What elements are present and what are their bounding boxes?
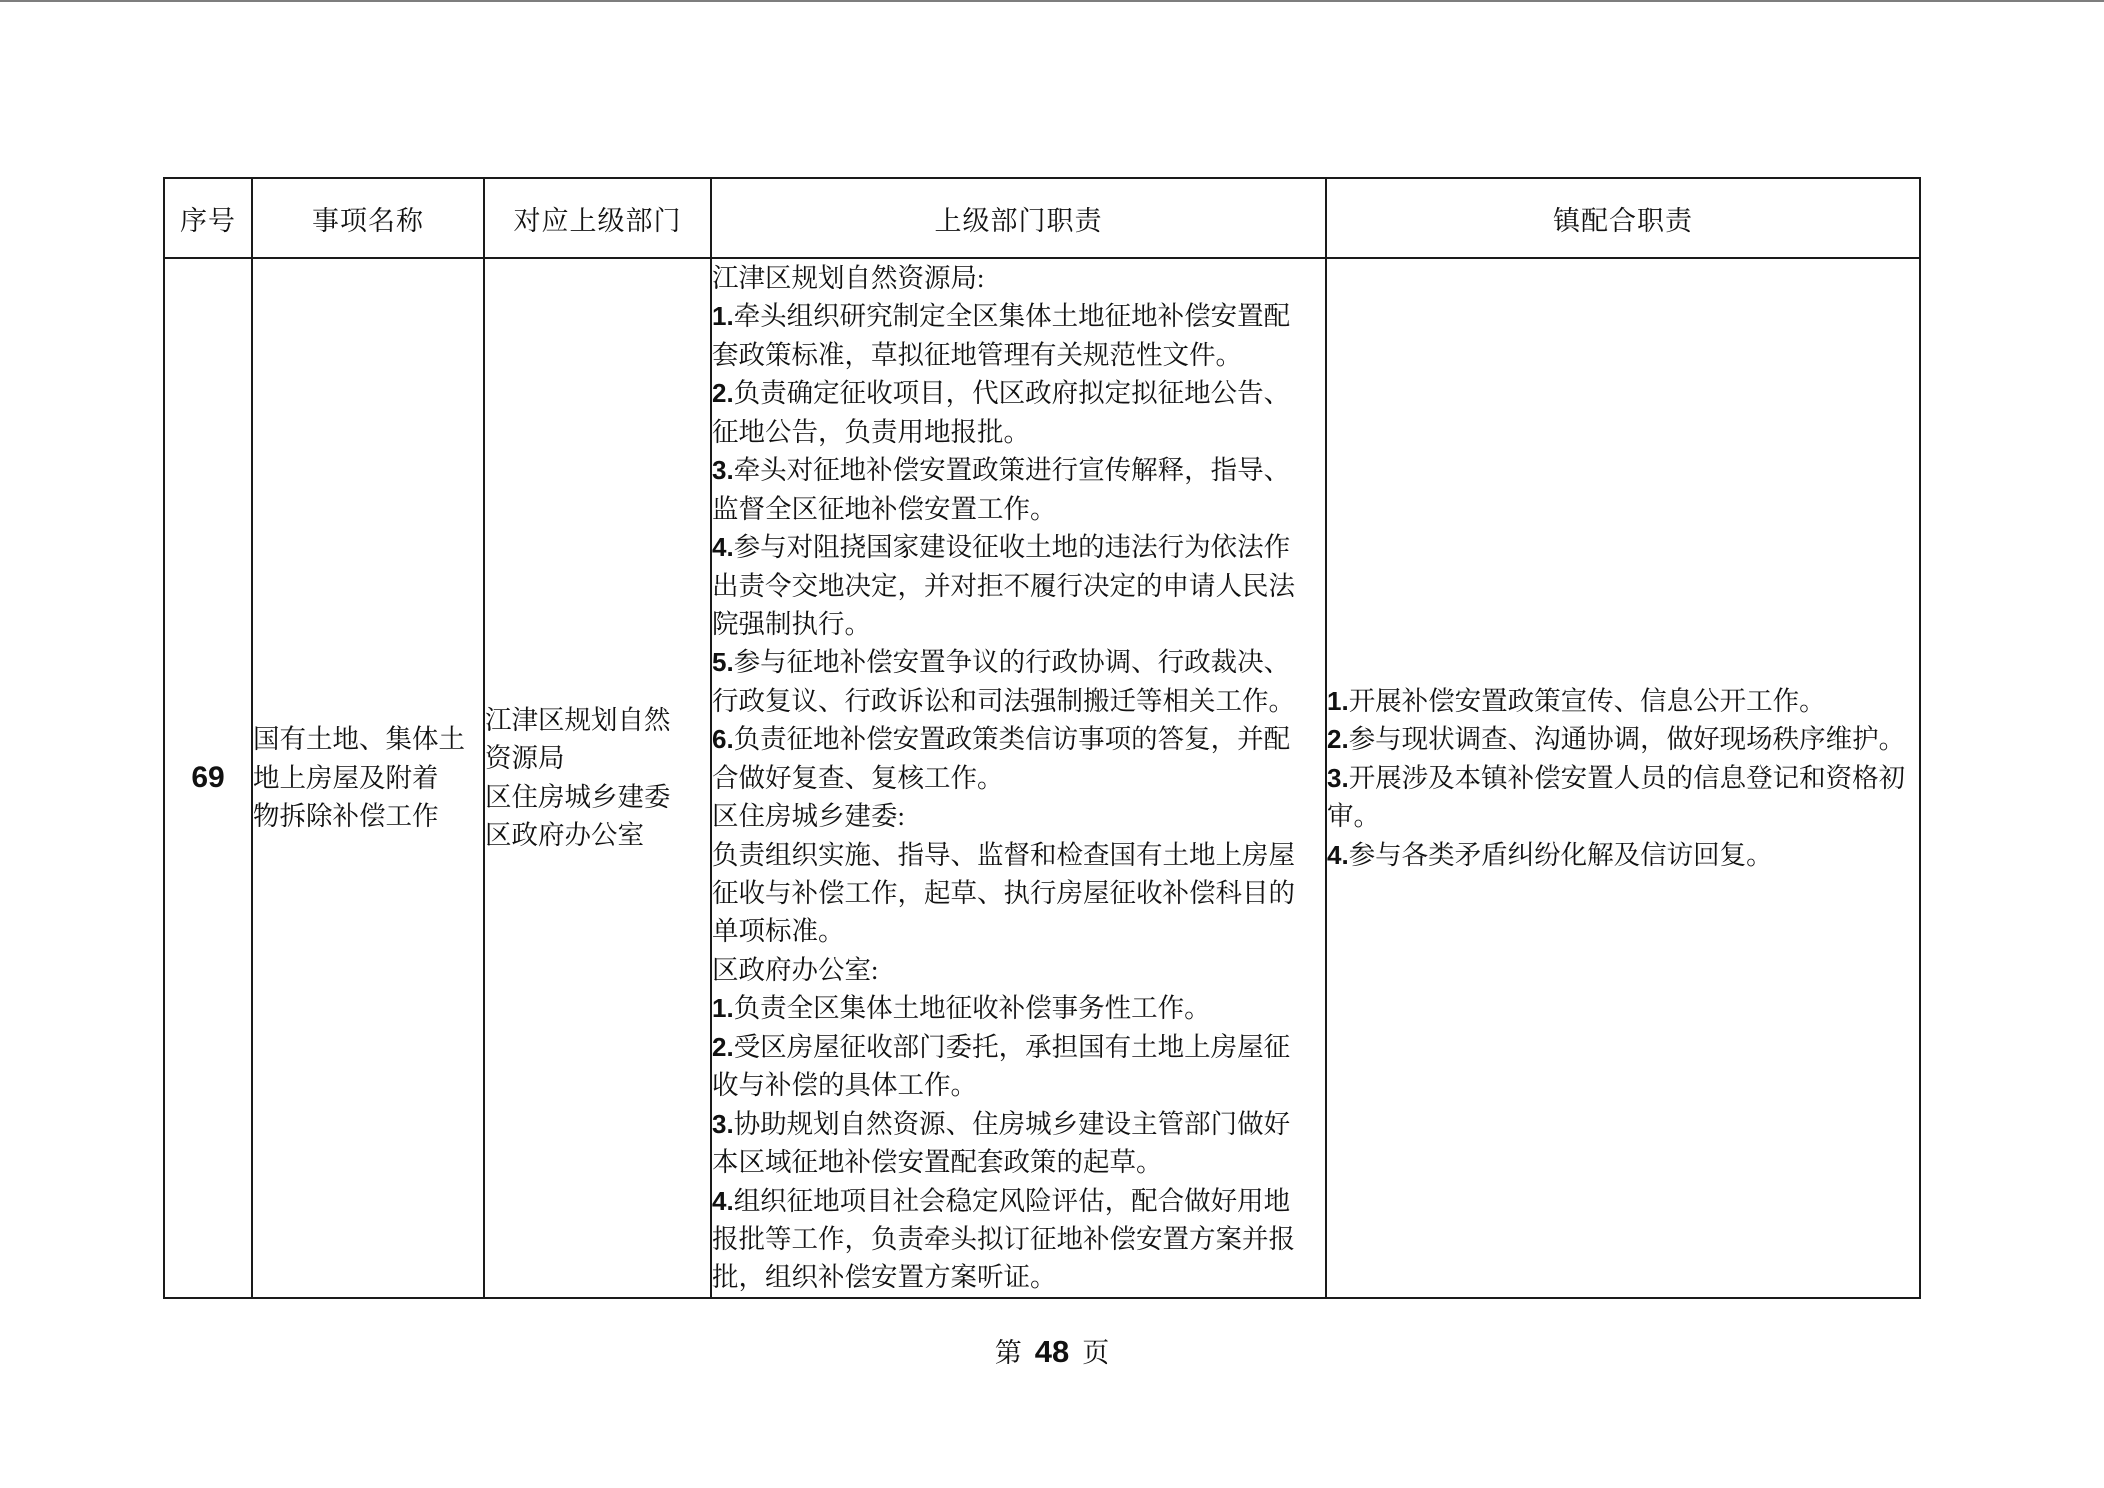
text-line: 6.负责征地补偿安置政策类信访事项的答复，并配 xyxy=(712,724,1291,755)
text-line: 本区域征地补偿安置配套政策的起草。 xyxy=(712,1147,1163,1178)
header-serial: 序号 xyxy=(164,178,252,258)
text-line: 报批等工作，负责牵头拟订征地补偿安置方案并报 xyxy=(712,1223,1295,1254)
text-line: 2.参与现状调查、沟通协调，做好现场秩序维护。 xyxy=(1327,724,1906,755)
text-line: 征收与补偿工作，起草、执行房屋征收补偿科目的 xyxy=(712,878,1295,908)
list-number: 2. xyxy=(1327,724,1349,755)
text-line: 1.开展补偿安置政策宣传、信息公开工作。 xyxy=(1327,685,1826,716)
page-number: 48 xyxy=(1034,1334,1070,1369)
list-number: 1. xyxy=(1327,685,1349,716)
list-number: 2. xyxy=(712,1031,734,1062)
text-line: 区政府办公室 xyxy=(485,820,644,851)
text-line: 1.负责全区集体土地征收补偿事务性工作。 xyxy=(712,993,1211,1024)
responsibility-table xyxy=(163,177,1921,1299)
text-line: 套政策标准，草拟征地管理有关规范性文件。 xyxy=(712,339,1242,370)
list-number: 1. xyxy=(712,301,734,332)
text-line: 江津区规划自然资源局: xyxy=(712,263,985,293)
text-line: 单项标准。 xyxy=(712,916,845,947)
list-number: 1. xyxy=(712,993,734,1024)
cell-superior-duties xyxy=(711,258,1326,1298)
list-number: 3. xyxy=(1327,762,1349,793)
header-superior-duties: 上级部门职责 xyxy=(711,178,1326,258)
text-line: 区住房城乡建委: xyxy=(712,801,905,832)
text-line: 3.牵头对征地补偿安置政策进行宣传解释，指导、 xyxy=(712,455,1291,486)
text-line: 征地公告，负责用地报批。 xyxy=(712,416,1030,447)
footer-suffix: 页 xyxy=(1082,1338,1110,1368)
cell-superior-departments xyxy=(484,258,711,1298)
list-number: 4. xyxy=(712,1185,734,1216)
text-line: 2.受区房屋征收部门委托，承担国有土地上房屋征 xyxy=(712,1031,1291,1062)
text-line: 区政府办公室: xyxy=(712,954,879,985)
cell-serial xyxy=(164,258,252,1298)
text-line: 国有土地、集体土 xyxy=(253,724,465,755)
text-line: 收与补偿的具体工作。 xyxy=(712,1070,977,1101)
list-number: 4. xyxy=(712,532,734,563)
text-line: 4.参与对阻挠国家建设征收土地的违法行为依法作 xyxy=(712,532,1291,563)
cell-item-name xyxy=(252,258,484,1298)
header-town-duties: 镇配合职责 xyxy=(1326,178,1920,258)
table-header-row xyxy=(164,178,1920,258)
text-line: 审。 xyxy=(1327,801,1380,832)
text-line: 合做好复查、复核工作。 xyxy=(712,762,1004,793)
text-line: 出责令交地决定，并对拒不履行决定的申请人民法 xyxy=(712,570,1295,601)
list-number: 2. xyxy=(712,378,734,409)
text-line: 地上房屋及附着 xyxy=(253,762,439,793)
text-line: 资源局 xyxy=(485,743,565,774)
list-number: 3. xyxy=(712,455,734,486)
text-line: 3.协助规划自然资源、住房城乡建设主管部门做好 xyxy=(712,1108,1291,1139)
text-line: 4.参与各类矛盾纠纷化解及信访回复。 xyxy=(1327,839,1773,870)
text-line: 区住房城乡建委 xyxy=(485,781,671,812)
list-number: 3. xyxy=(712,1108,734,1139)
text-line: 监督全区征地补偿安置工作。 xyxy=(712,493,1057,524)
text-line: 院强制执行。 xyxy=(712,608,871,639)
list-number: 4. xyxy=(1327,839,1349,870)
page-footer xyxy=(0,1332,2104,1373)
serial-number: 69 xyxy=(191,760,225,794)
header-superior-department: 对应上级部门 xyxy=(484,178,711,258)
text-line: 2.负责确定征收项目，代区政府拟定拟征地公告、 xyxy=(712,378,1291,409)
text-line: 3.开展涉及本镇补偿安置人员的信息登记和资格初 xyxy=(1327,762,1906,793)
footer-prefix: 第 xyxy=(994,1338,1022,1368)
text-line: 行政复议、行政诉讼和司法强制搬迁等相关工作。 xyxy=(712,685,1295,716)
list-number: 6. xyxy=(712,724,734,755)
text-line: 物拆除补偿工作 xyxy=(253,801,439,832)
text-line: 江津区规划自然 xyxy=(485,705,671,736)
text-line: 5.参与征地补偿安置争议的行政协调、行政裁决、 xyxy=(712,647,1291,678)
list-number: 5. xyxy=(712,647,734,678)
text-line: 批，组织补偿安置方案听证。 xyxy=(712,1262,1057,1293)
page-top-edge-line xyxy=(0,0,2104,2)
header-item-name: 事项名称 xyxy=(252,178,484,258)
text-line: 4.组织征地项目社会稳定风险评估，配合做好用地 xyxy=(712,1185,1291,1216)
cell-town-duties xyxy=(1326,258,1920,1298)
table-row xyxy=(164,258,1920,1298)
text-line: 1.牵头组织研究制定全区集体土地征地补偿安置配 xyxy=(712,301,1291,332)
text-line: 负责组织实施、指导、监督和检查国有土地上房屋 xyxy=(712,839,1295,870)
